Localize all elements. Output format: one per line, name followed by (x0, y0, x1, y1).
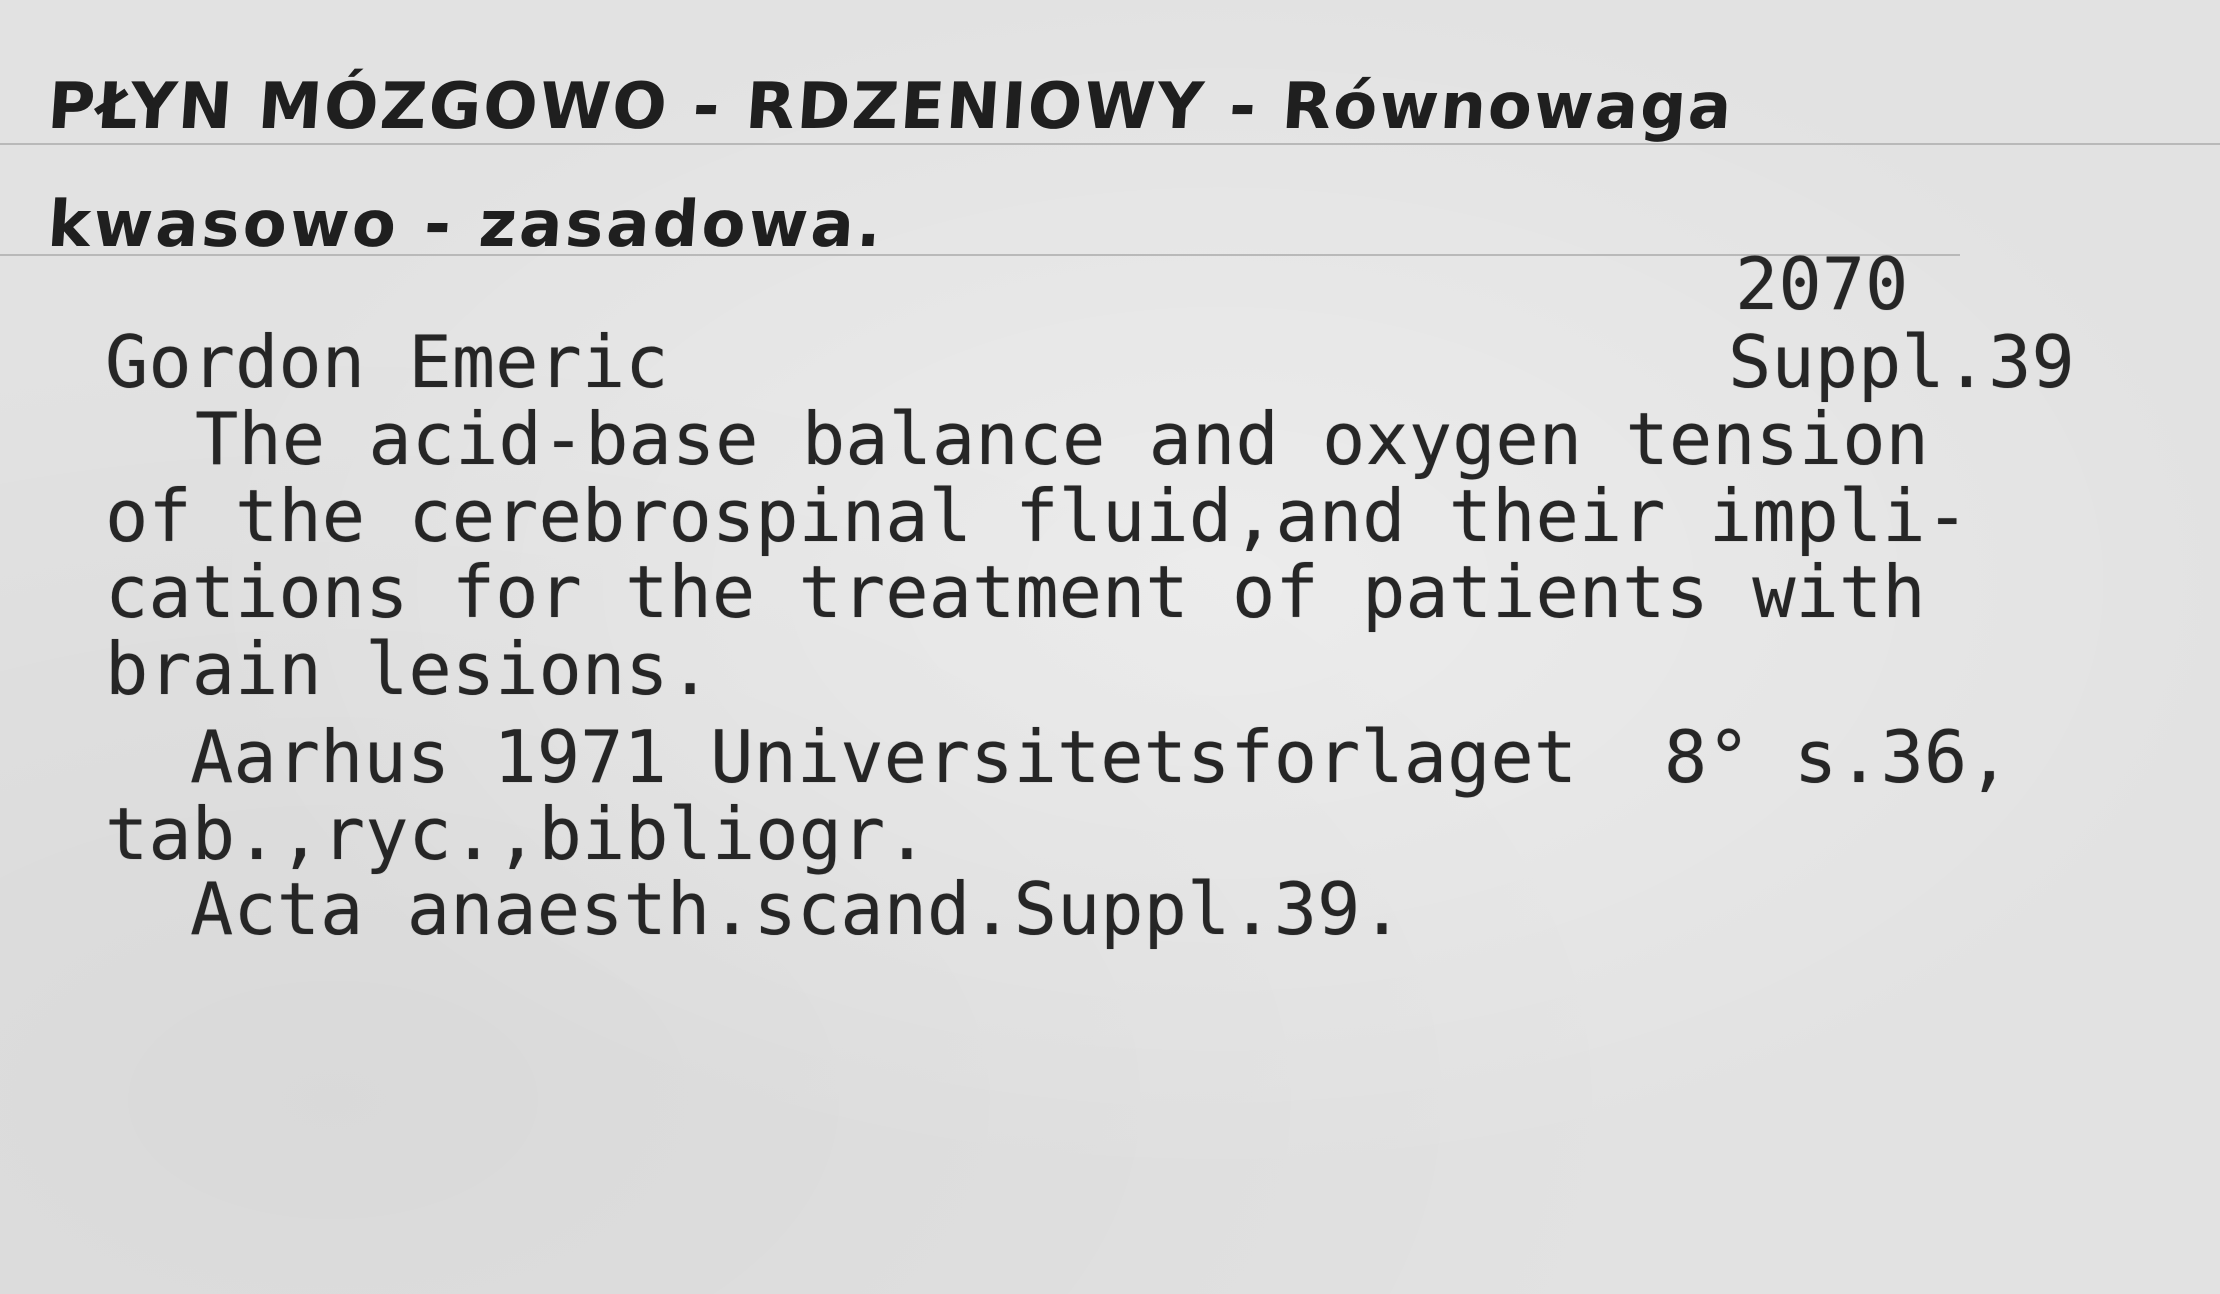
supplement-number: Suppl.39 (1728, 320, 2075, 404)
imprint-line: Aarhus 1971 Universitetsforlaget 8° s.36, (190, 715, 2011, 799)
subject-heading-line-1: PŁYN MÓZGOWO - RDZENIOWY - Równowaga (45, 70, 1736, 144)
title-line: brain lesions. (105, 627, 712, 711)
call-number: 2070 (1735, 242, 1909, 326)
title-line: The acid-base balance and oxygen tension (195, 397, 1929, 481)
imprint-line: tab.,ryc.,bibliogr. (105, 792, 929, 876)
series-statement: Acta anaesth.scand.Suppl.39. (190, 867, 1404, 951)
title-line: of the cerebrospinal fluid,and their impli- (105, 474, 1969, 558)
title-line: cations for the treatment of patients with (105, 550, 1926, 634)
subject-heading-line-2: kwasowo - zasadowa. (45, 188, 887, 262)
author: Gordon Emeric (105, 320, 669, 404)
